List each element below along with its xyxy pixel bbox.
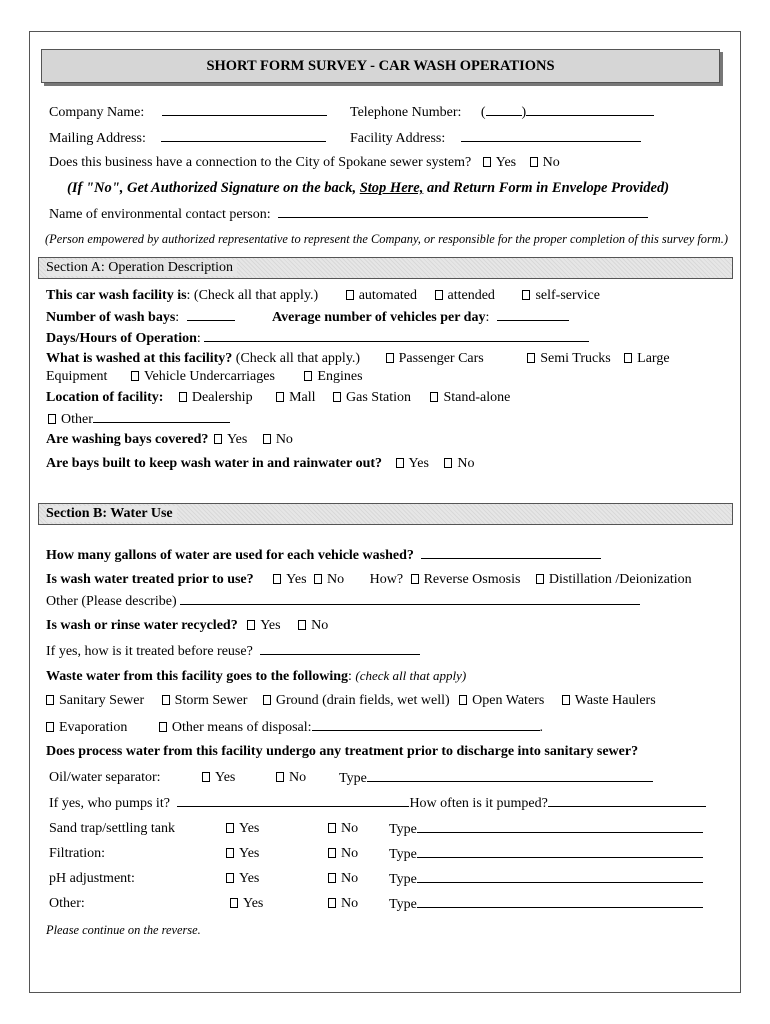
waste-haulers-label: Waste Haulers	[574, 693, 656, 708]
treated-yes-checkbox[interactable]	[273, 574, 281, 584]
oil-water-no-label: No	[289, 770, 307, 785]
num-bays-field[interactable]	[187, 308, 235, 321]
if-no-instruction	[67, 179, 669, 197]
disposal-options-row-2	[44, 718, 543, 737]
days-hours-field[interactable]	[204, 329, 589, 342]
oil-water-type-row	[339, 769, 653, 788]
section-b-title: Section B: Water Use	[46, 506, 177, 522]
engines-label: Engines	[317, 369, 363, 384]
telephone-label: Telephone Number:	[350, 105, 462, 120]
automated-label: automated	[358, 288, 418, 303]
recycled-row	[46, 617, 328, 635]
reverse-osmosis-checkbox[interactable]	[411, 574, 419, 584]
mall-checkbox[interactable]	[276, 392, 284, 402]
sewer-no-checkbox[interactable]	[530, 157, 538, 167]
bays-built-label: Are bays built to keep wash water in and rainwater out?	[46, 456, 383, 471]
person-note: (Person empowered by authorized representative to represent the Company, or responsible for the proper completion of this survey form.)	[45, 232, 728, 246]
semi-trucks-checkbox[interactable]	[527, 353, 535, 363]
sand-trap-type-field[interactable]	[417, 820, 703, 833]
sand-trap-no-label: No	[341, 821, 359, 836]
treated-prior-row	[46, 571, 692, 589]
sand-trap-label: Sand trap/settling tank	[49, 821, 175, 836]
large-equipment-checkbox[interactable]	[624, 353, 632, 363]
waste-water-note: (check all that apply)	[355, 668, 467, 683]
contact-person-row	[49, 205, 648, 224]
section-a-header	[38, 257, 733, 279]
mailing-address-label: Mailing Address:	[49, 131, 146, 146]
filtration-type-row	[389, 845, 703, 864]
facility-type-label: This car wash facility is	[46, 288, 187, 303]
avg-vehicles-row	[272, 308, 569, 327]
oil-water-yes-label: Yes	[215, 770, 236, 785]
sand-trap-yes-label: Yes	[239, 821, 260, 836]
other-describe-row	[46, 592, 640, 611]
reuse-treatment-label: If yes, how is it treated before reuse?	[46, 644, 253, 659]
what-washed-note: (Check all that apply.)	[232, 351, 361, 366]
filtration-no-checkbox[interactable]	[328, 848, 336, 858]
location-label: Location of facility:	[46, 390, 164, 405]
sanitary-sewer-label: Sanitary Sewer	[59, 693, 145, 708]
bays-covered-row	[46, 431, 293, 449]
bays-covered-yes-checkbox[interactable]	[214, 434, 222, 444]
other-treatment-type-field[interactable]	[417, 895, 703, 908]
ph-yes-label: Yes	[239, 871, 260, 886]
equipment-label: Equipment	[46, 369, 108, 384]
oil-water-yes-checkbox[interactable]	[202, 772, 210, 782]
location-other-checkbox[interactable]	[48, 414, 56, 424]
check-all-note: : (Check all that apply.)	[186, 288, 319, 303]
treated-prior-label: Is wash water treated prior to use?	[46, 572, 254, 587]
how-label: How?	[369, 572, 404, 587]
recycled-no-label: No	[311, 618, 329, 633]
other-treatment-label: Other:	[49, 896, 85, 911]
filtration-label: Filtration:	[49, 846, 105, 861]
who-pumps-field[interactable]	[177, 794, 409, 807]
filtration-yes-label: Yes	[239, 846, 260, 861]
stand-alone-checkbox[interactable]	[430, 392, 438, 402]
gas-station-checkbox[interactable]	[333, 392, 341, 402]
location-row	[46, 389, 510, 407]
mall-label: Mall	[289, 390, 316, 405]
contact-person-label: Name of environmental contact person:	[49, 207, 271, 222]
bays-covered-label: Are washing bays covered?	[46, 432, 209, 447]
filtration-no-label: No	[341, 846, 359, 861]
ph-no	[326, 870, 358, 888]
who-pumps-label: If yes, who pumps it?	[49, 796, 170, 811]
other-means-field[interactable]	[312, 718, 540, 731]
what-washed-row	[46, 350, 670, 368]
reuse-treatment-field[interactable]	[260, 642, 420, 655]
ph-type-field[interactable]	[417, 870, 703, 883]
ph-no-checkbox[interactable]	[328, 873, 336, 883]
sand-trap-yes	[224, 820, 259, 838]
reverse-osmosis-label: Reverse Osmosis	[423, 572, 521, 587]
storm-sewer-label: Storm Sewer	[174, 693, 248, 708]
vehicle-undercarriages-checkbox[interactable]	[131, 371, 139, 381]
sand-trap-no	[326, 820, 358, 838]
other-treatment-type-label: Type	[389, 897, 417, 912]
engines-checkbox[interactable]	[304, 371, 312, 381]
section-b-header	[38, 503, 733, 525]
recycled-yes-checkbox[interactable]	[247, 620, 255, 630]
filtration-no	[326, 845, 358, 863]
recycled-no-checkbox[interactable]	[298, 620, 306, 630]
what-washed-label: What is washed at this facility?	[46, 351, 233, 366]
sand-trap-yes-checkbox[interactable]	[226, 823, 234, 833]
treated-no-label: No	[327, 572, 345, 587]
facility-address-label: Facility Address:	[350, 131, 446, 146]
days-hours-row	[46, 329, 589, 348]
filtration-yes-checkbox[interactable]	[226, 848, 234, 858]
evaporation-checkbox[interactable]	[46, 722, 54, 732]
bays-built-yes-label: Yes	[408, 456, 429, 471]
bays-built-yes-checkbox[interactable]	[396, 458, 404, 468]
oil-water-no	[274, 769, 306, 787]
gallons-field[interactable]	[421, 546, 601, 559]
process-water-label: Does process water from this facility undergo any treatment prior to discharge into sanitary sewer?	[46, 744, 639, 759]
phone-open: (	[480, 105, 486, 120]
section-a-title: Section A: Operation Description	[46, 260, 237, 276]
bays-built-row	[46, 455, 475, 473]
location-other-label: Other	[61, 412, 93, 427]
colon: :	[175, 310, 180, 325]
num-bays-label: Number of wash bays	[46, 310, 176, 325]
filtration-type-field[interactable]	[417, 845, 703, 858]
dealership-label: Dealership	[191, 390, 253, 405]
open-waters-checkbox[interactable]	[459, 695, 467, 705]
passenger-cars-label: Passenger Cars	[398, 351, 484, 366]
how-often-label: How often is it pumped?	[409, 796, 548, 811]
colon: :	[196, 331, 201, 346]
oil-water-no-checkbox[interactable]	[276, 772, 284, 782]
sewer-connection-row	[49, 154, 560, 172]
period: .	[539, 720, 544, 735]
oil-water-yes	[200, 769, 235, 787]
company-name-label: Company Name:	[49, 105, 145, 120]
gas-station-label: Gas Station	[346, 390, 411, 405]
gallons-row	[46, 546, 601, 565]
other-treatment-yes-checkbox[interactable]	[230, 898, 238, 908]
process-water-row	[46, 743, 638, 761]
avg-vehicles-field[interactable]	[497, 308, 569, 321]
area-code-field[interactable]	[486, 103, 522, 116]
treated-no-checkbox[interactable]	[314, 574, 322, 584]
other-treatment-yes	[228, 895, 263, 913]
sewer-yes-checkbox[interactable]	[483, 157, 491, 167]
attended-label: attended	[447, 288, 495, 303]
sanitary-sewer-checkbox[interactable]	[46, 695, 54, 705]
automated-checkbox[interactable]	[346, 290, 354, 300]
vehicle-undercarriages-label: Vehicle Undercarriages	[143, 369, 275, 384]
waste-water-label: Waste water from this facility goes to the following	[46, 669, 348, 684]
filtration-type-label: Type	[389, 847, 417, 862]
wash-bays-row	[46, 308, 235, 327]
if-no-text-2: and Return Form in Envelope Provided)	[423, 180, 670, 196]
company-name-field[interactable]	[162, 103, 327, 116]
dealership-checkbox[interactable]	[179, 392, 187, 402]
other-means-checkbox[interactable]	[159, 722, 167, 732]
sand-trap-type-label: Type	[389, 822, 417, 837]
recycled-yes-label: Yes	[260, 618, 281, 633]
sand-trap-no-checkbox[interactable]	[328, 823, 336, 833]
stand-alone-label: Stand-alone	[443, 390, 511, 405]
bays-covered-no-checkbox[interactable]	[263, 434, 271, 444]
disposal-options-row	[44, 692, 656, 710]
distillation-label: Distillation /Deionization	[548, 572, 692, 587]
location-other-row	[46, 410, 230, 429]
ground-checkbox[interactable]	[263, 695, 271, 705]
open-waters-label: Open Waters	[472, 693, 545, 708]
large-label: Large	[637, 351, 670, 366]
attended-checkbox[interactable]	[435, 290, 443, 300]
how-often-field[interactable]	[548, 794, 706, 807]
continue-note: Please continue on the reverse.	[46, 923, 201, 937]
waste-water-row	[46, 667, 466, 686]
sewer-no-label: No	[542, 155, 560, 170]
ph-type-row	[389, 870, 703, 889]
storm-sewer-checkbox[interactable]	[162, 695, 170, 705]
form-title-box	[41, 49, 720, 83]
other-treatment-type-row	[389, 895, 703, 914]
avg-vehicles-label: Average number of vehicles per day	[272, 310, 486, 325]
treated-yes-label: Yes	[286, 572, 307, 587]
contact-person-field[interactable]	[278, 205, 648, 218]
if-no-text-1: (If "No", Get Authorized Signature on the back,	[67, 180, 360, 196]
mailing-address-field[interactable]	[161, 129, 326, 142]
other-describe-label: Other (Please describe)	[46, 594, 177, 609]
gallons-label: How many gallons of water are used for each vehicle washed?	[46, 548, 414, 563]
mailing-address-row	[49, 129, 326, 148]
bays-built-no-checkbox[interactable]	[444, 458, 452, 468]
location-other-field[interactable]	[93, 410, 230, 423]
other-means-label: Other means of disposal:	[171, 720, 312, 735]
what-washed-row-2	[46, 368, 363, 386]
sand-trap-type-row	[389, 820, 703, 839]
other-describe-field[interactable]	[180, 592, 640, 605]
self-service-checkbox[interactable]	[522, 290, 530, 300]
telephone-field[interactable]	[526, 103, 654, 116]
filtration-yes	[224, 845, 259, 863]
ground-label: Ground (drain fields, wet well)	[275, 693, 450, 708]
oil-water-type-field[interactable]	[367, 769, 653, 782]
passenger-cars-checkbox[interactable]	[386, 353, 394, 363]
colon: :	[485, 310, 490, 325]
ph-yes	[224, 870, 259, 888]
telephone-row	[350, 103, 654, 122]
waste-haulers-checkbox[interactable]	[562, 695, 570, 705]
other-treatment-yes-label: Yes	[243, 896, 264, 911]
ph-adjustment-label: pH adjustment:	[49, 871, 135, 886]
oil-water-label: Oil/water separator:	[49, 770, 161, 785]
ph-yes-checkbox[interactable]	[226, 873, 234, 883]
semi-trucks-label: Semi Trucks	[540, 351, 611, 366]
company-name-row	[49, 103, 327, 122]
other-treatment-no-label: No	[341, 896, 359, 911]
facility-type-row	[46, 287, 600, 305]
form-title: SHORT FORM SURVEY - CAR WASH OPERATIONS	[206, 58, 555, 74]
phone-close: )	[521, 105, 527, 120]
bays-covered-yes-label: Yes	[226, 432, 248, 447]
self-service-label: self-service	[535, 288, 600, 303]
distillation-checkbox[interactable]	[536, 574, 544, 584]
other-treatment-no-checkbox[interactable]	[328, 898, 336, 908]
bays-built-no-label: No	[457, 456, 475, 471]
other-treatment-no	[326, 895, 358, 913]
bays-covered-no-label: No	[275, 432, 293, 447]
days-hours-label: Days/Hours of Operation	[46, 331, 197, 346]
recycled-label: Is wash or rinse water recycled?	[46, 618, 238, 633]
facility-address-field[interactable]	[461, 129, 641, 142]
evaporation-label: Evaporation	[59, 720, 128, 735]
facility-address-row	[350, 129, 641, 148]
stop-here-text: Stop Here,	[359, 180, 424, 196]
sewer-yes-label: Yes	[495, 155, 517, 170]
who-pumps-row	[49, 794, 706, 813]
sewer-question: Does this business have a connection to the City of Spokane sewer system?	[49, 155, 472, 170]
ph-type-label: Type	[389, 872, 417, 887]
colon: :	[348, 669, 352, 684]
ph-no-label: No	[341, 871, 359, 886]
oil-water-type-label: Type	[339, 771, 367, 786]
reuse-treatment-row	[46, 642, 420, 661]
